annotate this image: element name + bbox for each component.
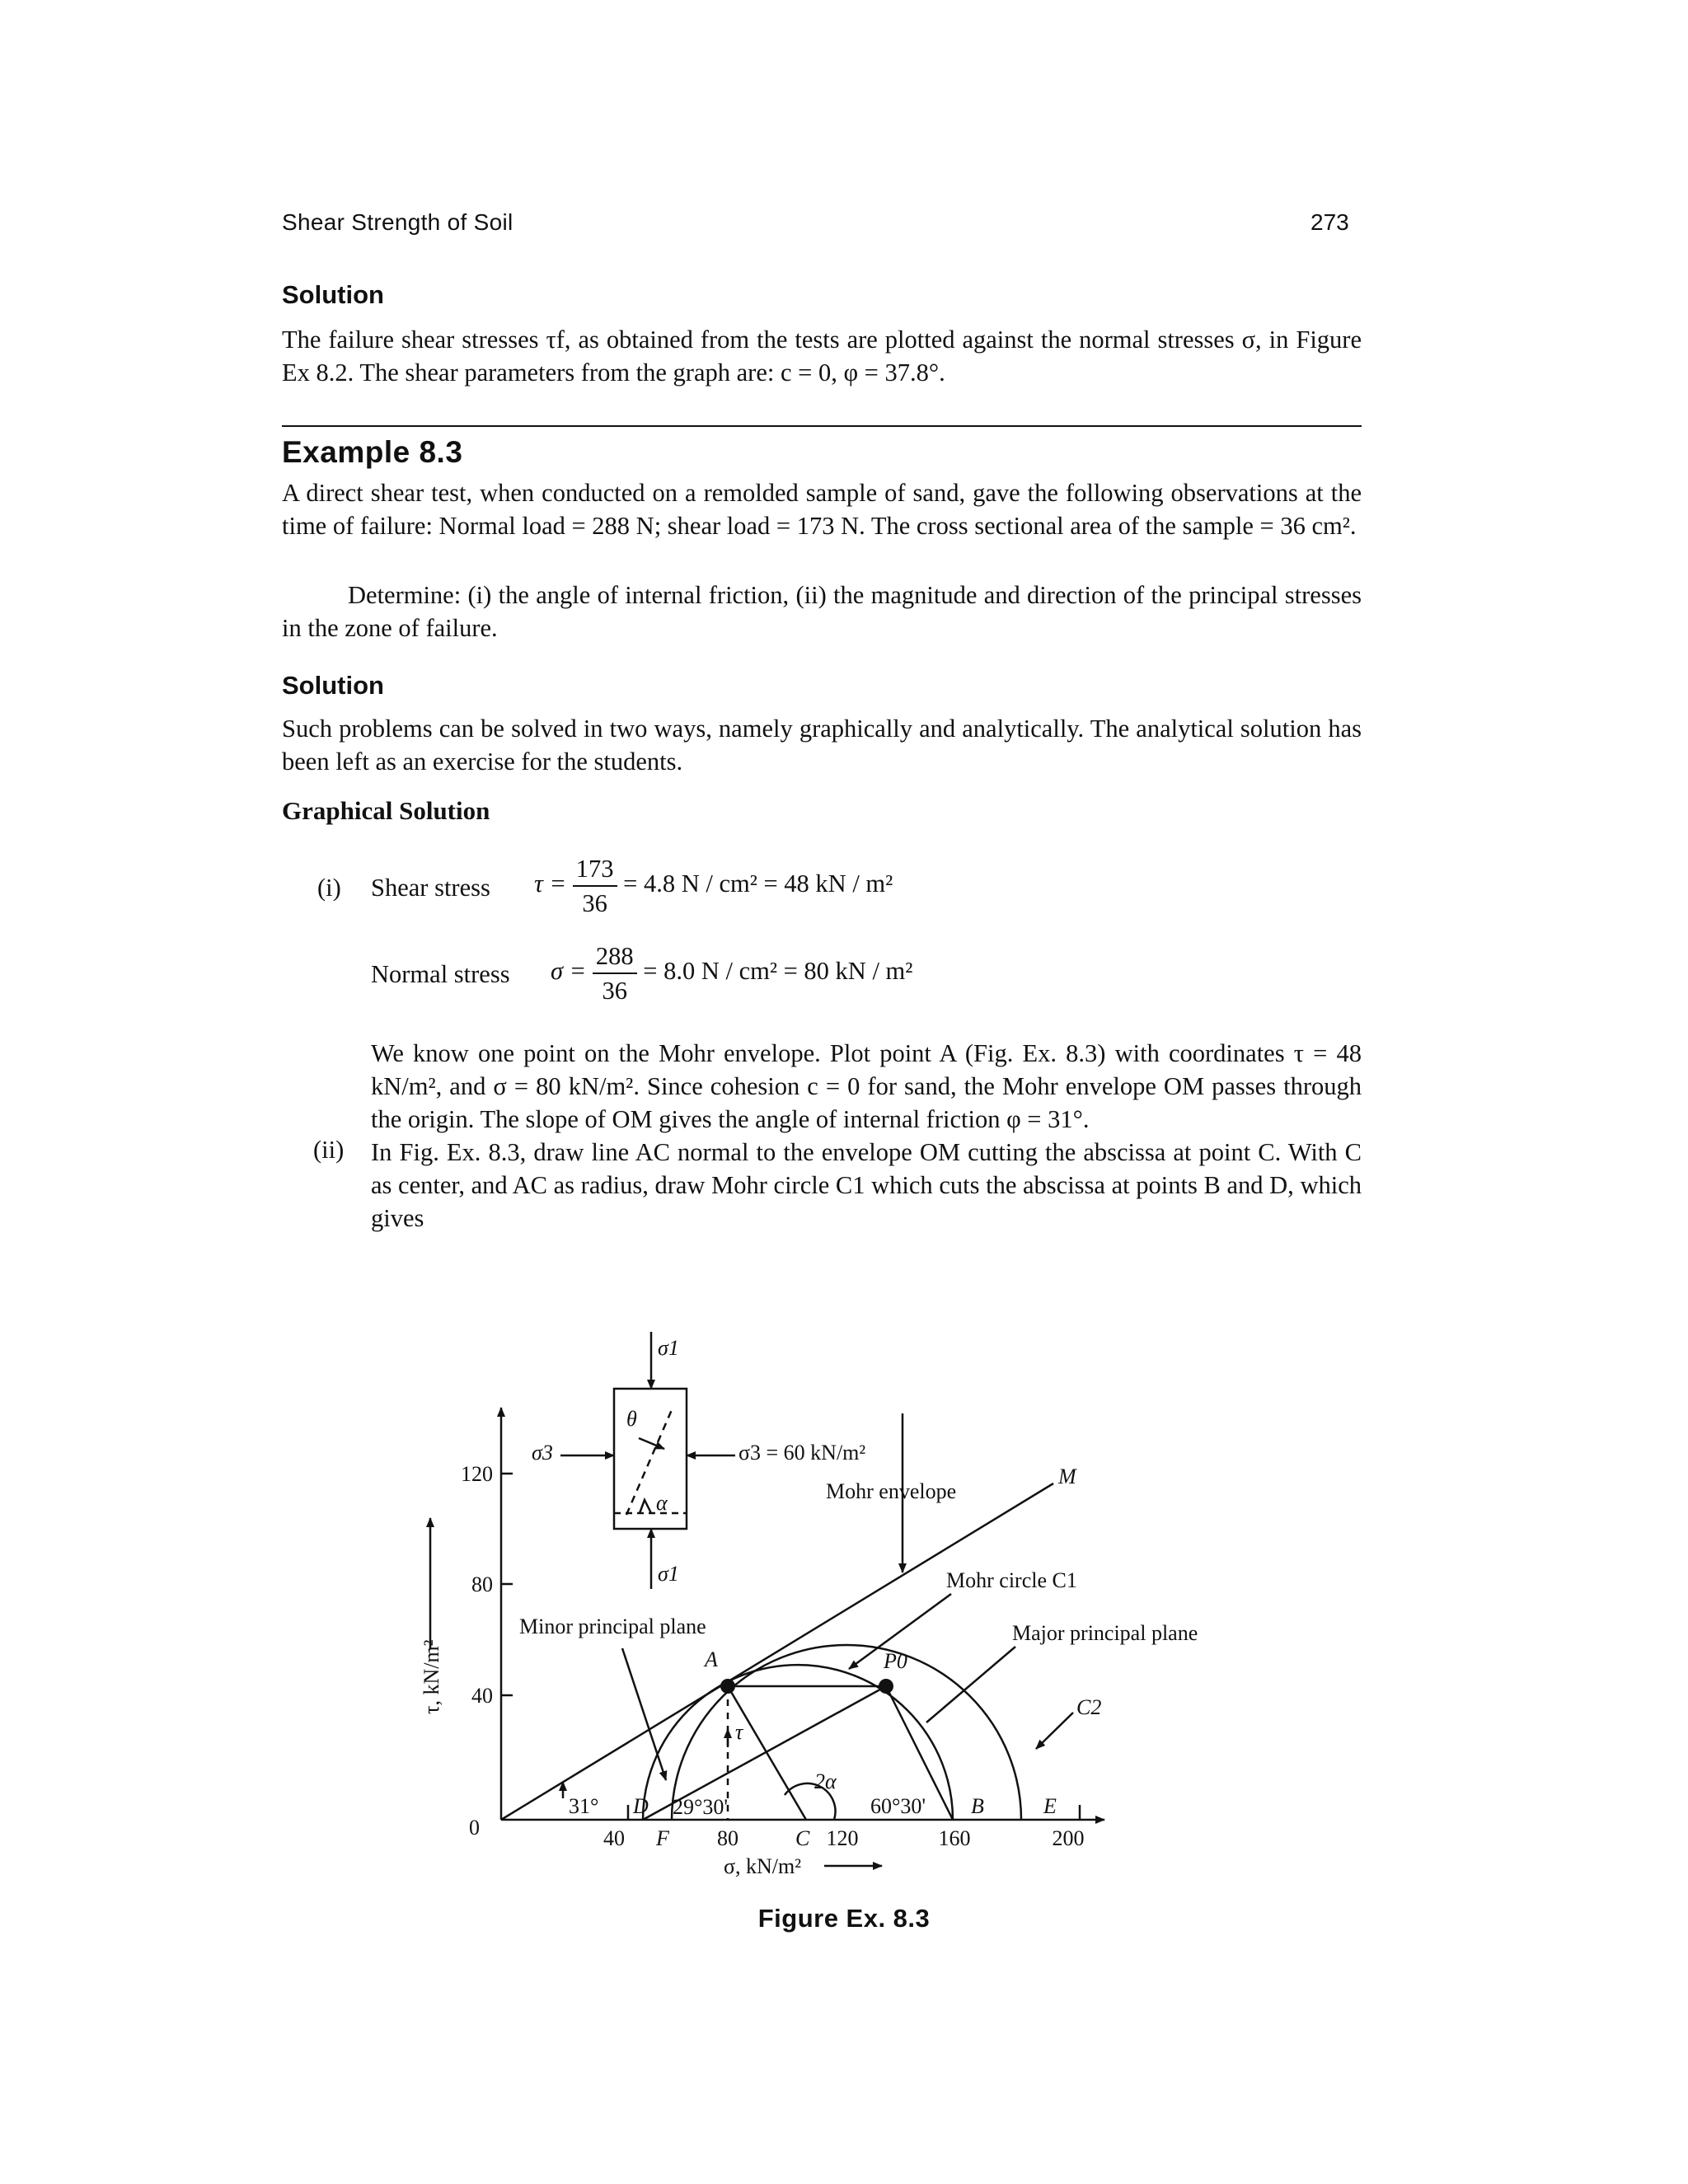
line-a-c — [728, 1686, 806, 1820]
running-title: Shear Strength of Soil — [282, 209, 513, 235]
example-task: Determine: (i) the angle of internal friction, (ii) the magnitude and direction of the principal stresses in the zone of failure. — [282, 581, 1362, 642]
alpha-label: α — [656, 1491, 668, 1515]
alpha-mark — [640, 1500, 651, 1513]
example-paragraph: A direct shear test, when conducted on a remolded sample of sand, gave the following observations at the time of failure: Normal load = 288 N; shear load = 173 N. The cross sectional area of the sample = 36 cm². — [282, 479, 1362, 540]
y-tick-label-120: 120 — [461, 1462, 493, 1486]
normal-result: = 8.0 N / cm² = 80 kN / m² — [643, 957, 913, 985]
major-plane-label: Major principal plane — [1012, 1621, 1198, 1645]
mohr-circle-c2 — [672, 1645, 1021, 1820]
sigma3-value-label: σ3 = 60 kN/m² — [738, 1441, 866, 1465]
stress-element — [614, 1389, 687, 1529]
y-tick-label-0: 0 — [469, 1816, 480, 1840]
example-heading: Example 8.3 — [282, 435, 463, 469]
y-tick-label-80: 80 — [471, 1572, 493, 1596]
item-i-marker: (i) — [317, 874, 341, 902]
figure-caption: Figure Ex. 8.3 — [757, 1904, 931, 1933]
shear-result: = 4.8 N / cm² = 48 kN / m² — [623, 869, 893, 898]
item-ii-marker: (ii) — [313, 1136, 345, 1164]
sigma1-bottom-label: σ1 — [658, 1562, 679, 1586]
x-tick-label-200: 200 — [1052, 1826, 1085, 1850]
mohr-envelope-label: Mohr envelope — [826, 1479, 957, 1503]
normal-stress-label: Normal stress — [371, 960, 510, 988]
normal-denominator: 36 — [602, 977, 627, 1005]
point-p0-dot — [879, 1679, 893, 1694]
angle-60-label: 60°30' — [870, 1794, 926, 1818]
theta-label: θ — [626, 1407, 637, 1431]
step-i-paragraph: We know one point on the Mohr envelope. Plot point A (Fig. Ex. 8.3) with coordinates τ = 48 kN/m², and σ = 80 kN/m². Since cohesion c = 0 for sand, the Mohr envelope OM passes through the origin. The slope of OM gives the angle of internal friction φ = 31°. — [371, 1039, 1362, 1133]
solution-heading: Solution — [282, 280, 384, 309]
m-label: M — [1058, 1465, 1076, 1488]
minor-plane-leader — [622, 1648, 666, 1780]
point-p0-label: P0 — [884, 1649, 907, 1673]
step-ii-paragraph: In Fig. Ex. 8.3, draw line AC normal to the envelope OM cutting the abscissa at point C. With C as center, and AC as radius, draw Mohr circle C1 which cuts the abscissa at points B and D, which gives — [371, 1138, 1362, 1232]
y-tick-label-40: 40 — [471, 1684, 493, 1708]
c2-leader — [1036, 1713, 1073, 1749]
point-a-dot — [720, 1679, 735, 1694]
mohr-circle-c1-label: Mohr circle C1 — [946, 1568, 1077, 1592]
x-tick-label-160: 160 — [938, 1826, 971, 1850]
c2-label: C2 — [1076, 1695, 1102, 1719]
shear-symbol: τ = — [534, 869, 567, 898]
shear-numerator: 173 — [573, 852, 617, 887]
y-axis-label: τ, kN/m² — [420, 1639, 443, 1714]
angle-29-label: 29°30' — [673, 1795, 729, 1819]
normal-symbol: σ = — [551, 957, 587, 985]
page-number: 273 — [1311, 209, 1349, 235]
x-axis-label: σ, kN/m² — [724, 1854, 802, 1878]
point-b-label: B — [971, 1794, 984, 1818]
theta-arrow — [639, 1438, 664, 1449]
normal-numerator: 288 — [593, 940, 637, 974]
sigma1-top-label: σ1 — [658, 1336, 679, 1360]
point-c-label: C — [795, 1826, 810, 1850]
angle-31-label: 31° — [569, 1794, 599, 1818]
shear-denominator: 36 — [582, 889, 607, 917]
shear-stress-label: Shear stress — [371, 874, 490, 902]
graphical-solution-heading: Graphical Solution — [282, 796, 490, 825]
two-alpha-label: 2α — [814, 1769, 837, 1793]
solution-paragraph-2: Such problems can be solved in two ways, namely graphically and analytically. The analytical solution has been left as an exercise for the students. — [282, 715, 1362, 776]
point-e-label: E — [1043, 1794, 1057, 1818]
tau-label: τ — [735, 1720, 743, 1744]
point-a-label: A — [705, 1647, 718, 1671]
sigma3-left-label: σ3 — [532, 1441, 553, 1465]
solution-heading-2: Solution — [282, 671, 384, 700]
x-tick-label-80: 80 — [717, 1826, 738, 1850]
minor-plane-label: Minor principal plane — [519, 1615, 706, 1638]
major-plane-leader — [926, 1647, 1015, 1722]
x-tick-label-40: 40 — [603, 1826, 625, 1850]
x-tick-label-120: 120 — [826, 1826, 859, 1850]
point-d-label: D — [633, 1794, 649, 1818]
solution-paragraph: The failure shear stresses τf, as obtained from the tests are plotted against the normal stresses σ, in Figure Ex 8.2. The shear parameters from the graph are: c = 0, φ = 37.8°. — [282, 326, 1362, 387]
point-f-label: F — [656, 1826, 669, 1850]
